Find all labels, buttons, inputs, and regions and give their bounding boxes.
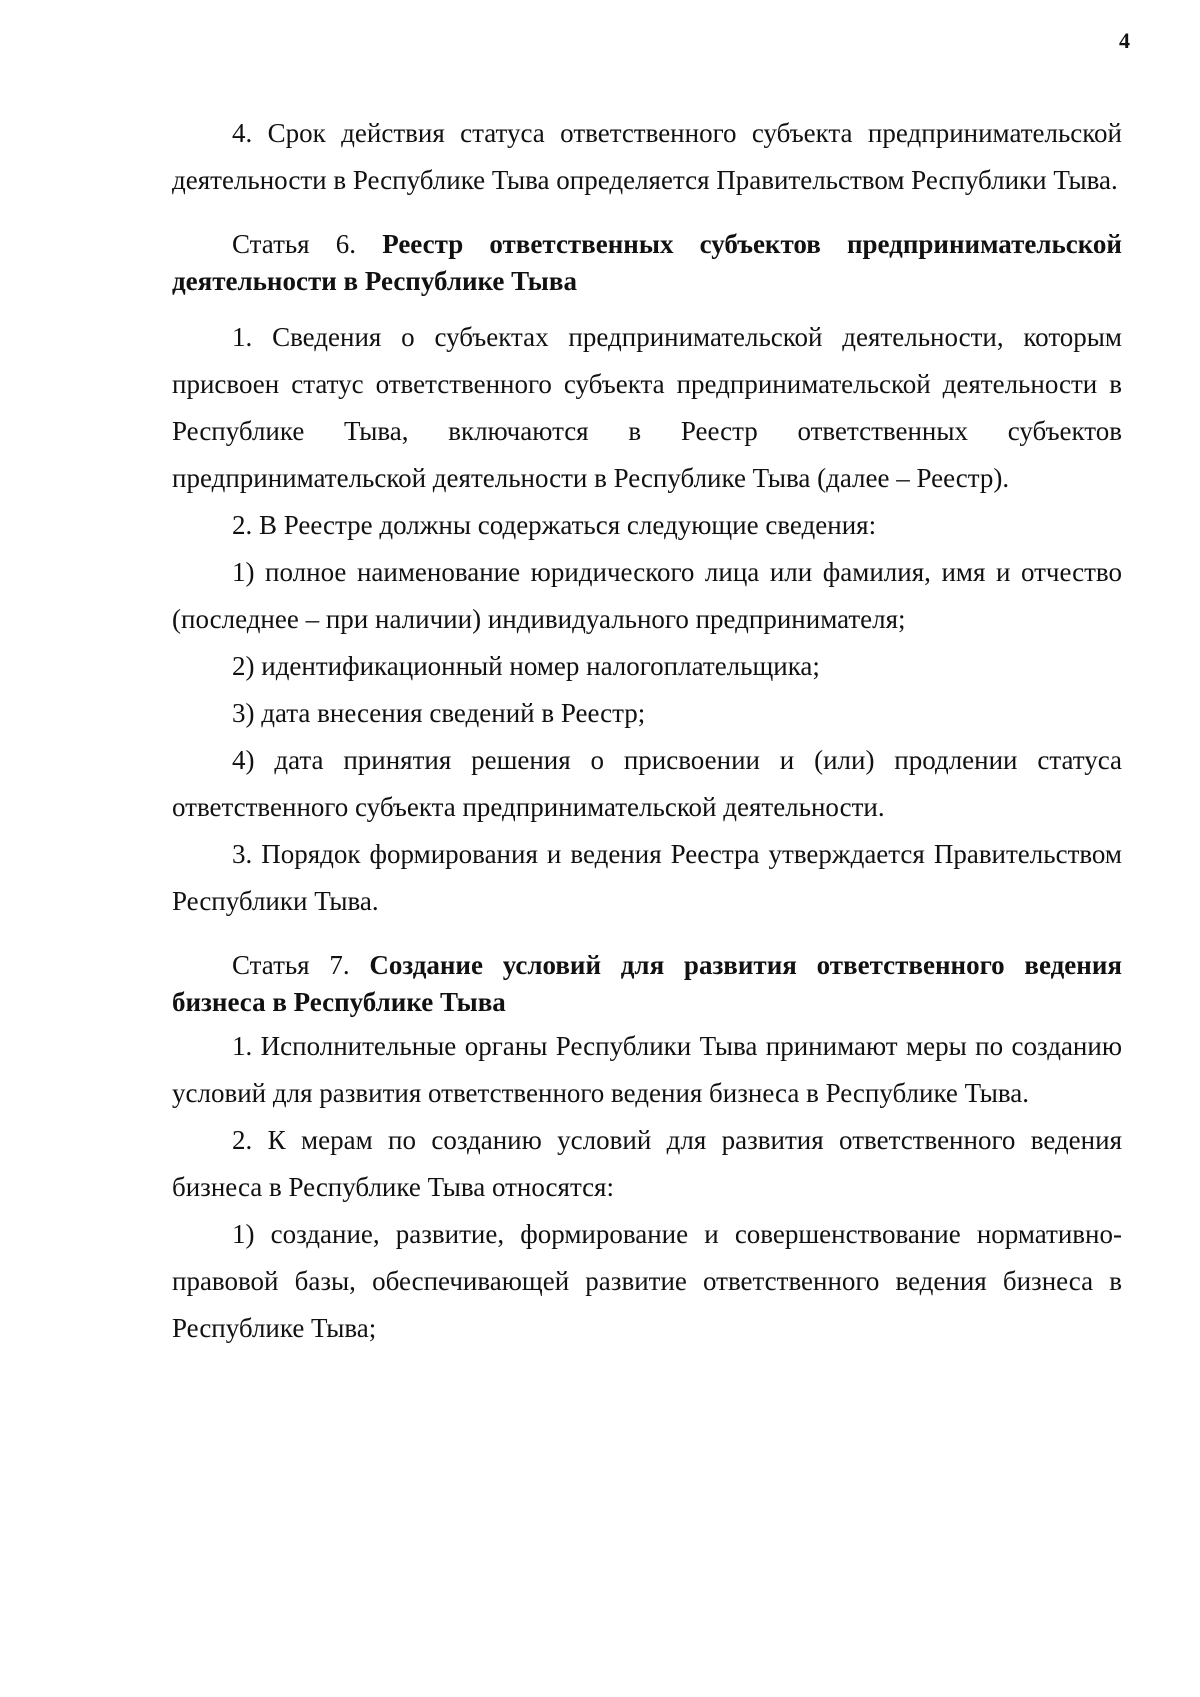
article-7-heading bbox=[172, 947, 1122, 1021]
article-6-heading bbox=[172, 226, 1122, 300]
article-6-item-2: 2) идентификационный номер налогоплательщика; bbox=[232, 651, 820, 681]
article-7-paragraph-2: 2. К мерам по созданию условий для развития ответственного ведения бизнеса в Республике Тыва относятся: bbox=[172, 1125, 1122, 1202]
article-7-title: Создание условий для развития ответственного ведения бизнеса в Республике Тыва bbox=[172, 950, 1122, 1017]
article-7-item-1: 1) создание, развитие, формирование и совершенствование нормативно-правовой базы, обеспечивающей развитие ответственного ведения бизнеса в Республике Тыва; bbox=[172, 1219, 1122, 1343]
page-number: 4 bbox=[1119, 28, 1130, 53]
article-6-item-4: 4) дата принятия решения о присвоении и (или) продлении статуса ответственного субъекта предпринимательской деятельности. bbox=[172, 745, 1122, 822]
article-6-title: Реестр ответственных субъектов предпринимательской деятельности в Республике Тыва bbox=[172, 229, 1122, 296]
article-6-paragraph-2: 2. В Реестре должны содержаться следующие сведения: bbox=[232, 510, 877, 540]
article-6-paragraph-3: 3. Порядок формирования и ведения Реестра утверждается Правительством Республики Тыва. bbox=[172, 839, 1122, 916]
article-6-prefix: Статья 6. bbox=[232, 229, 383, 259]
paragraph-term-of-status: 4. Срок действия статуса ответственного субъекта предпринимательской деятельности в Республике Тыва определяется Правительством Республики Тыва. bbox=[172, 118, 1122, 195]
document-body bbox=[172, 110, 1122, 1352]
article-6-item-3: 3) дата внесения сведений в Реестр; bbox=[232, 698, 646, 728]
article-6-item-1: 1) полное наименование юридического лица или фамилия, имя и отчество (последнее – при наличии) индивидуального предпринимателя; bbox=[172, 557, 1122, 634]
article-7-paragraph-1: 1. Исполнительные органы Республики Тыва принимают меры по созданию условий для развития ответственного ведения бизнеса в Республике Тыва. bbox=[172, 1031, 1122, 1108]
article-6-paragraph-1: 1. Сведения о субъектах предпринимательской деятельности, которым присвоен статус ответственного субъекта предпринимательской деятельности в Республике Тыва, включаются в Реестр ответственных субъектов предпринимательской деятельности в Республике Тыва (далее – Реестр). bbox=[172, 322, 1122, 493]
article-7-prefix: Статья 7. bbox=[232, 950, 370, 980]
